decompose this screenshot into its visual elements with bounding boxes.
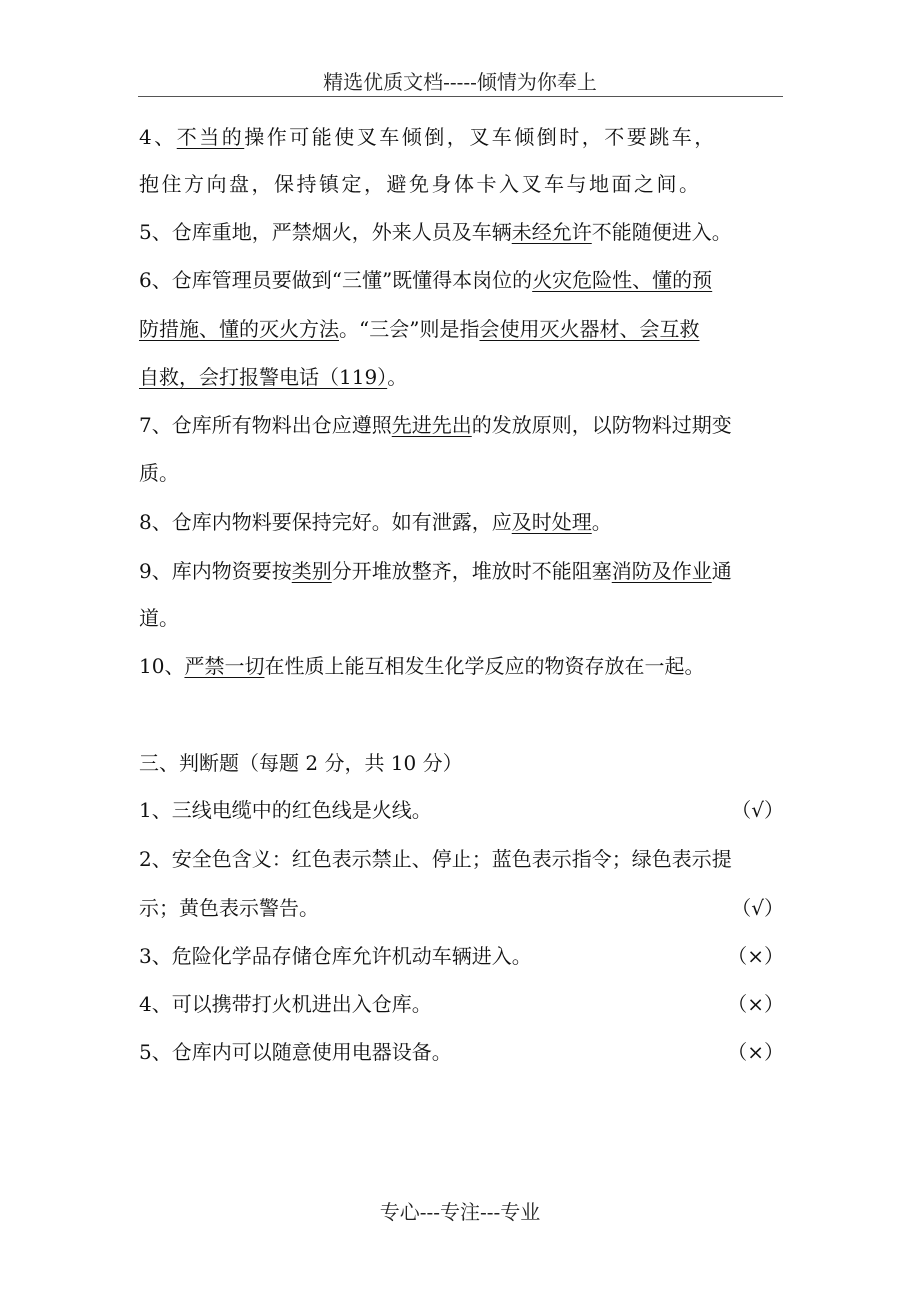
page-footer: 专心---专注---专业 [379, 1200, 541, 1224]
judge-q2-line1: 2、安全色含义：红色表示禁止、停止；蓝色表示指令；绿色表示提 [139, 847, 732, 871]
judge-q1 [139, 797, 784, 823]
q-text: 。“三会”则是指 [339, 317, 480, 341]
q-text: 。 [591, 510, 612, 534]
q-text: 1、三线电缆中的红色线是火线。 [139, 798, 432, 822]
fill-q6-line3 [139, 364, 784, 390]
answer-blank: 消防及作业 [611, 559, 712, 583]
answer-mark: （√） [731, 798, 784, 822]
judge-q5 [139, 1039, 784, 1065]
fill-q9-line2: 道。 [139, 606, 179, 630]
q-number: 4、 [139, 125, 177, 149]
answer-mark: （×） [727, 944, 784, 968]
fill-q8 [139, 509, 784, 535]
q-text: 操作可能使叉车倾倒，叉车倾倒时，不要跳车， [244, 125, 717, 149]
answer-blank: 类别 [291, 559, 332, 583]
answer-blank: 严禁一切 [184, 654, 265, 678]
answer-blank: 不当的 [176, 125, 245, 149]
q-number: 10、 [139, 654, 185, 678]
answer-mark: （×） [727, 992, 784, 1016]
answer-blank: 及时处理 [511, 510, 592, 534]
fill-q4-line2: 抱住方向盘，保持镇定，避免身体卡入叉车与地面之间。 [139, 172, 702, 196]
q-text: 通 [711, 559, 732, 583]
answer-blank: 会使用灭火器材、会互救 [479, 317, 700, 341]
judge-q2-line2 [139, 895, 784, 921]
q-text: 的发放原则，以防物料过期变 [471, 413, 732, 437]
answer-blank: 防措施、懂的灭火方法 [139, 317, 339, 341]
q-text: 在性质上能互相发生化学反应的物资存放在一起。 [264, 654, 705, 678]
judge-q4 [139, 991, 784, 1017]
q-text: 3、危险化学品存储仓库允许机动车辆进入。 [139, 944, 532, 968]
q-text: 6、仓库管理员要做到“三懂”既懂得本岗位的 [139, 268, 533, 292]
answer-mark: （×） [727, 1040, 784, 1064]
answer-blank: 未经允许 [511, 220, 592, 244]
q-text: 8、仓库内物料要保持完好。如有泄露，应 [139, 510, 512, 534]
fill-q4-line1 [139, 124, 784, 150]
q-text: 示；黄色表示警告。 [139, 896, 319, 920]
answer-blank: 先进先出 [391, 413, 472, 437]
fill-q10 [139, 653, 784, 679]
q-text: 9、库内物资要按 [139, 559, 292, 583]
header-divider [138, 96, 783, 97]
q-text: 7、仓库所有物料出仓应遵照 [139, 413, 392, 437]
judge-q3 [139, 943, 784, 969]
q-text: 5、仓库重地，严禁烟火，外来人员及车辆 [139, 220, 512, 244]
answer-blank: 火灾危险性、懂的预 [532, 268, 713, 292]
q-text: 分开堆放整齐，堆放时不能阻塞 [331, 559, 612, 583]
answer-mark: （√） [731, 896, 784, 920]
q-text: 。 [387, 365, 408, 389]
fill-q5 [139, 219, 784, 245]
fill-q7-line2: 质。 [139, 461, 179, 485]
q-text: 不能随便进入。 [591, 220, 732, 244]
fill-q9-line1 [139, 558, 784, 584]
fill-q7-line1 [139, 412, 784, 438]
fill-q6-line2 [139, 316, 784, 342]
q-text: 4、可以携带打火机进出入仓库。 [139, 992, 432, 1016]
answer-blank: 自救，会打报警电话（119） [139, 365, 388, 389]
fill-q6-line1 [139, 267, 784, 293]
q-text: 5、仓库内可以随意使用电器设备。 [139, 1040, 452, 1064]
page-header: 精选优质文档-----倾情为你奉上 [323, 70, 597, 94]
section-title: 三、判断题（每题 2 分，共 10 分） [139, 751, 463, 775]
